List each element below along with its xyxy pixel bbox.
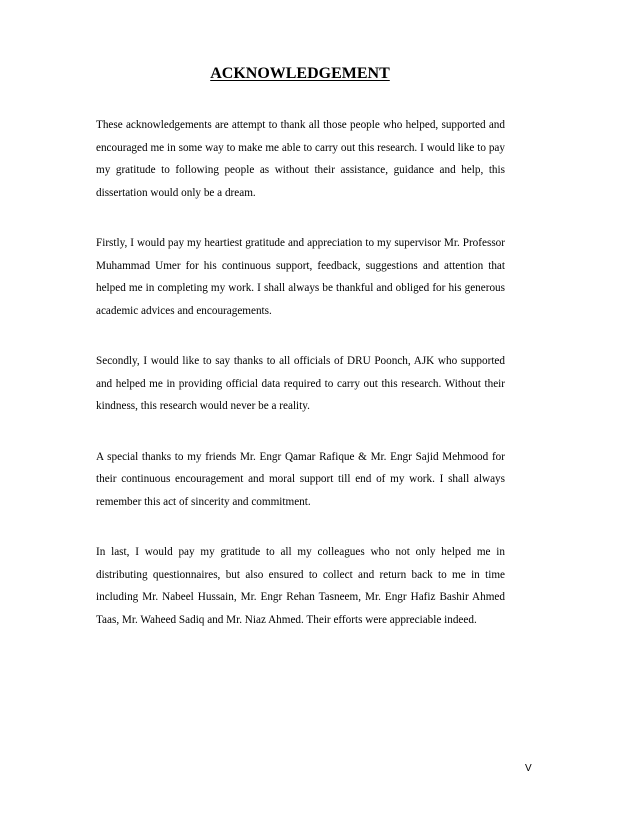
paragraph-officials: Secondly, I would like to say thanks to all officials of DRU Poonch, AJK who supported and helped me in providing official data required to carry out this research. Without their kindness, this research would never be a reality. xyxy=(96,355,505,412)
paragraph-supervisor: Firstly, I would pay my heartiest gratitude and appreciation to my supervisor Mr. Professor Muhammad Umer for his continuous support, feedback, suggestions and attention that helped me in completing my work. I shall always be thankful and obliged for his generous academic advices and encouragements. xyxy=(96,237,505,317)
page-number: V xyxy=(525,763,532,774)
paragraph-intro: These acknowledgements are attempt to thank all those people who helped, supported and encouraged me in some way to make me able to carry out this research. I would like to pay my gratitude to following people as without their assistance, guidance and help, this dissertation would only be a dream. xyxy=(96,119,505,199)
page-title: ACKNOWLEDGEMENT xyxy=(210,65,390,82)
document-body xyxy=(96,114,505,659)
paragraph-colleagues: In last, I would pay my gratitude to all my colleagues who not only helped me in distributing questionnaires, but also ensured to collect and return back to me in time including Mr. Nabeel Hussain, Mr. Engr Rehan Tasneem, Mr. Engr Hafiz Bashir Ahmed Taas, Mr. Waheed Sadiq and Mr. Niaz Ahmed. Their efforts were appreciable indeed. xyxy=(96,546,505,626)
paragraph-friends: A special thanks to my friends Mr. Engr Qamar Rafique & Mr. Engr Sajid Mehmood for their continuous encouragement and moral support till end of my work. I shall always remember this act of sincerity and commitment. xyxy=(96,450,505,508)
